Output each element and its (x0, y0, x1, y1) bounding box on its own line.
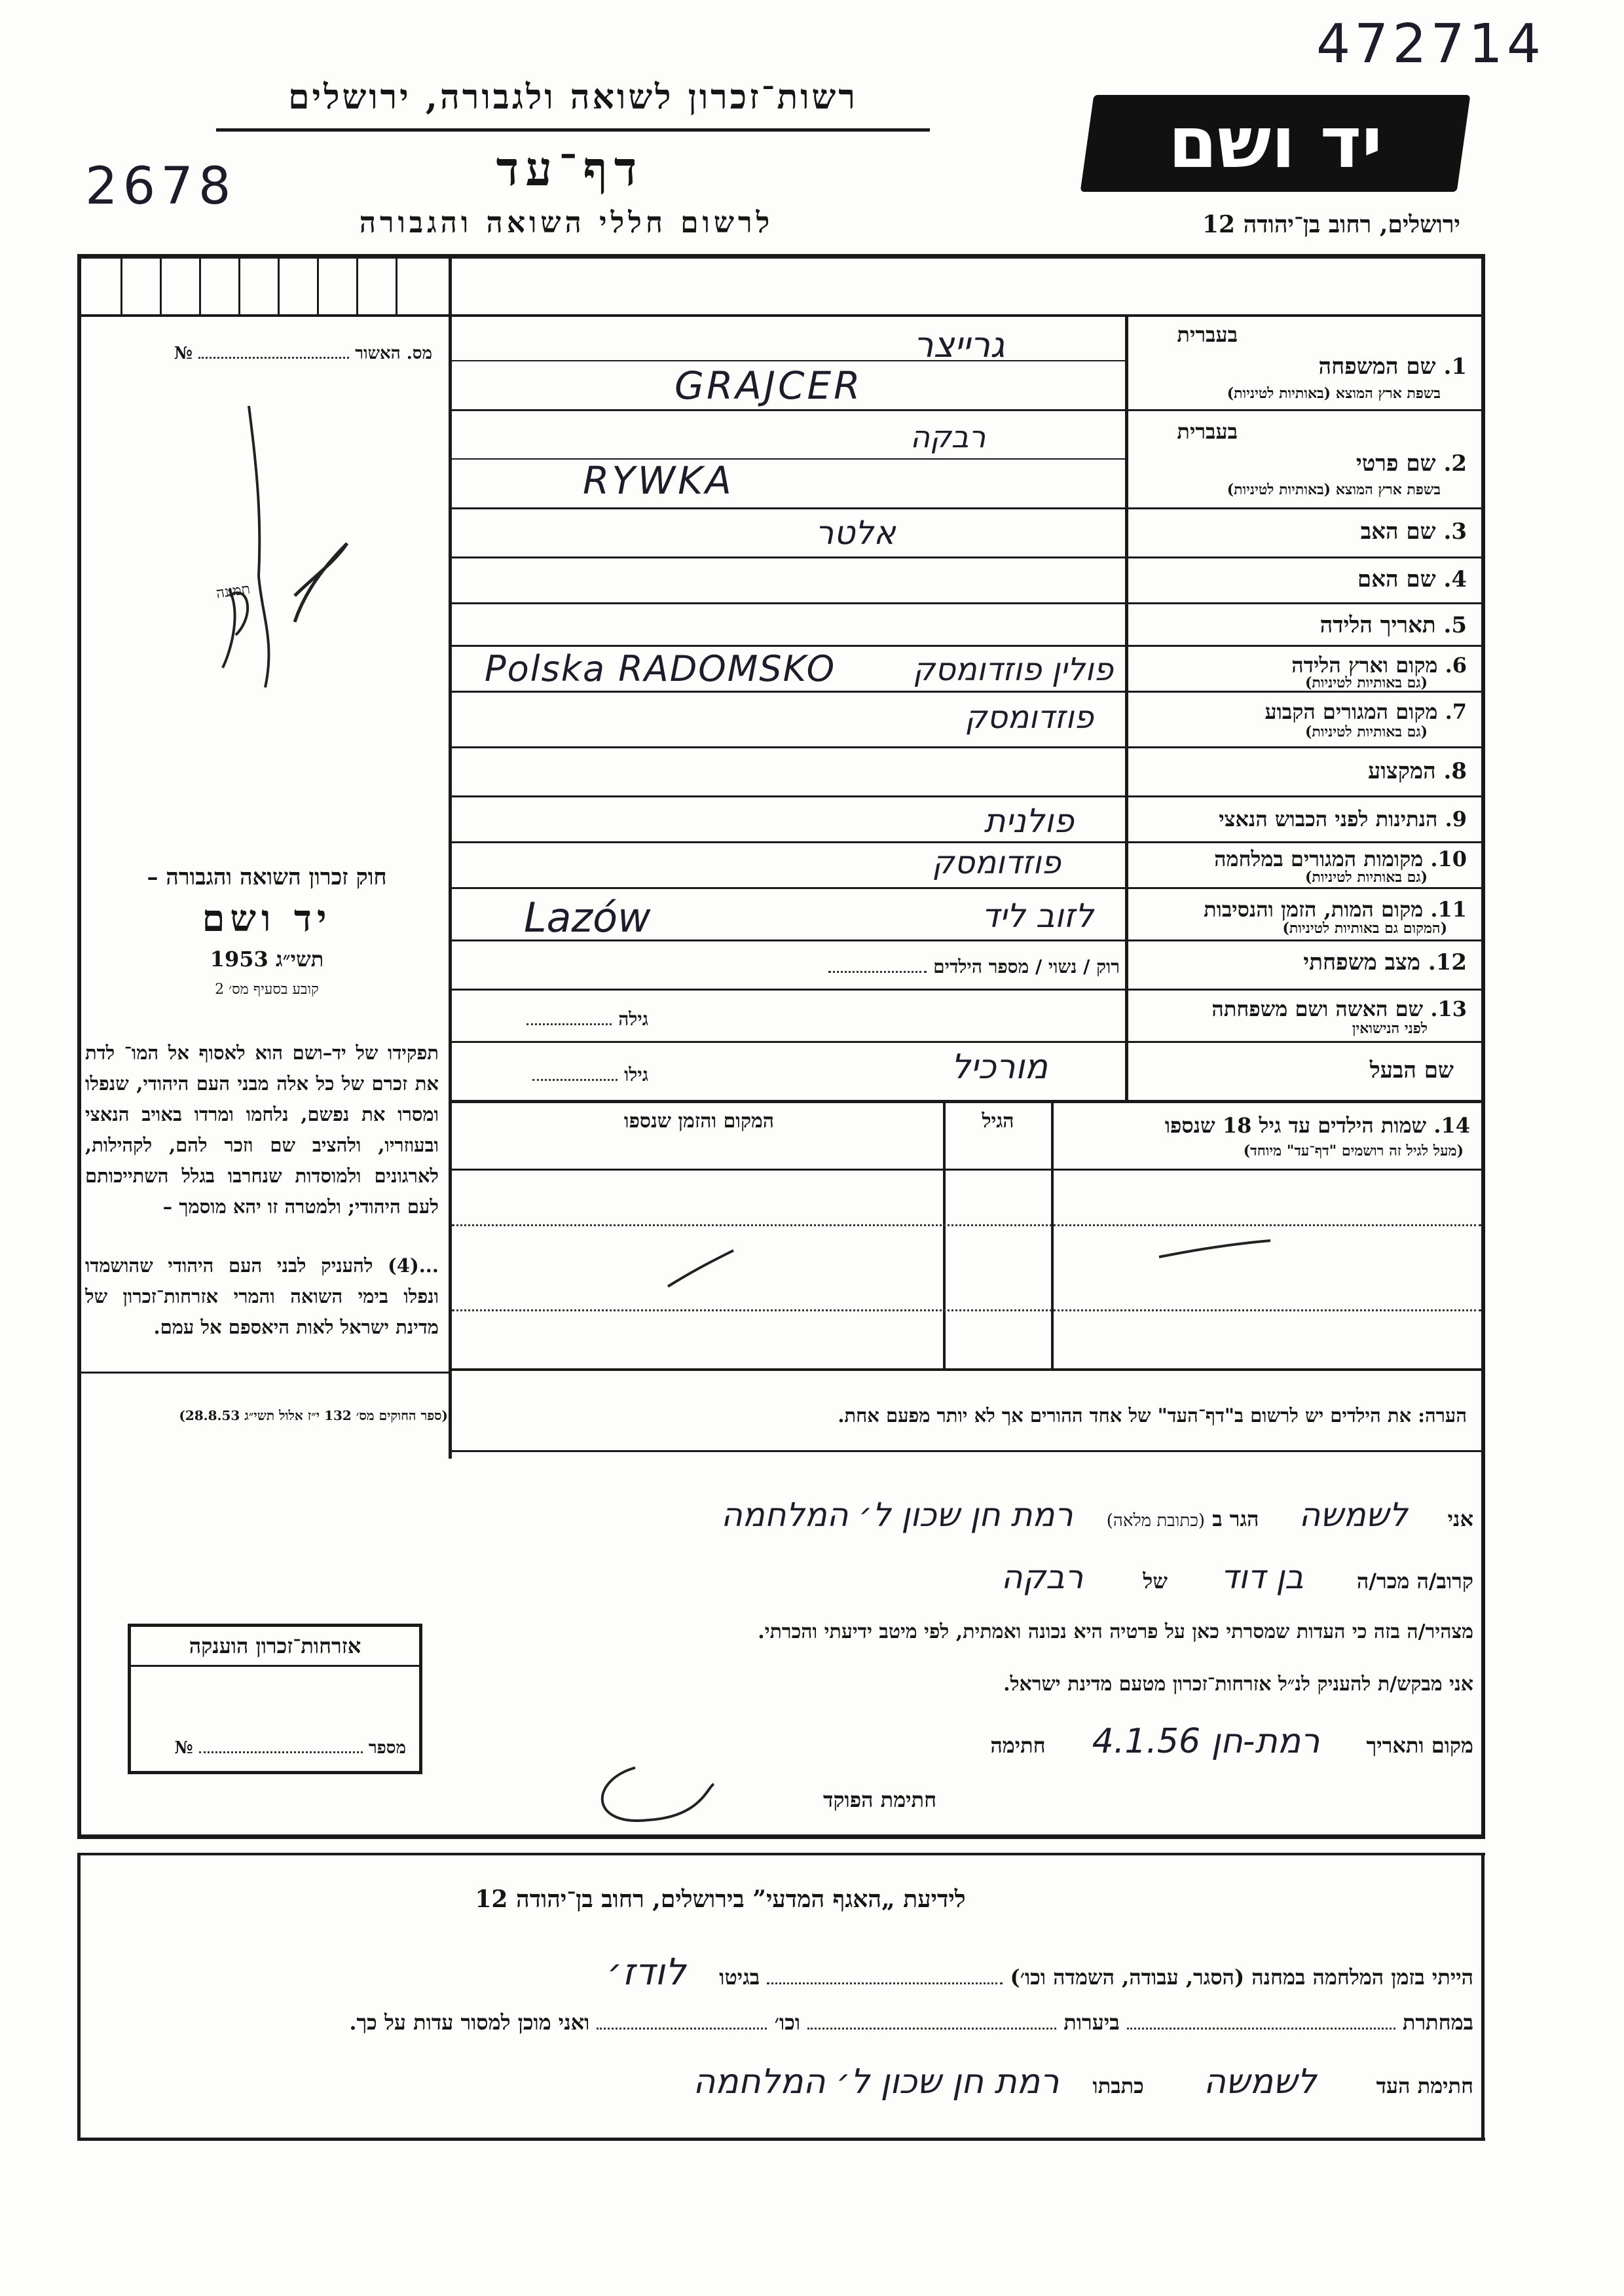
handwritten-ref (85, 157, 236, 216)
husband-label: שם הבעל (1369, 1057, 1454, 1084)
decl-ani-value: לשמשה (1299, 1496, 1408, 1534)
f11-label-text: מקום המות, הזמן והנסיבות (1204, 897, 1424, 922)
f3-label (1133, 519, 1467, 545)
bottom-line1-text: הייתי בזמן המלחמה במחנה (הסגר, עבודה, השמדה וכו׳) (1010, 1965, 1473, 1990)
address: ירושלים, רחוב בן־יהודה 12 (1202, 211, 1460, 238)
children-label (1058, 1113, 1470, 1138)
f1-sub: בשפת ארץ המוצא (באותיות לטיניות) (1227, 385, 1441, 402)
husband-age (485, 1064, 648, 1086)
officer-signature-mark (576, 1755, 773, 1840)
form-title: דף־עד (496, 141, 644, 196)
decl-officer-signature: חתימת הפוקד (823, 1787, 936, 1812)
law-name: יד ושם (202, 897, 332, 940)
handwritten-ref-number: 2678 (85, 157, 236, 216)
children-strike-marks (458, 1231, 1480, 1309)
f7-label (1133, 699, 1467, 724)
children-sub: (מעל לגיל זה רושמים "דף־עד" מיוחד) (1243, 1142, 1464, 1159)
photo-label: תמונה (215, 581, 251, 602)
f5-label (1133, 612, 1467, 638)
f6-sub: (גם באותיות לטיניות) (1304, 674, 1428, 691)
f9-num: 9. (1445, 807, 1467, 831)
f11-sub: (המקום גם באותיות לטיניות) (1282, 920, 1447, 937)
logo-text: יד ושם (1168, 102, 1383, 184)
f4-label (1133, 566, 1467, 592)
citizenship-box (128, 1624, 422, 1774)
f13-label-text: שם האשה ושם משפחתה (1211, 996, 1424, 1021)
bottom-forest: ביערות (1063, 2010, 1120, 2035)
law-clause: קובע בסעיף מס׳ 2 (215, 981, 319, 998)
bottom-witness-sig: חתימת העד (1376, 2073, 1473, 2098)
f13-num: 13. (1430, 996, 1467, 1021)
f12-label-text: מצב משפחתי (1303, 949, 1420, 975)
f8-num: 8. (1443, 758, 1467, 784)
law-title: חוק זכרון השואה והגבורה – (147, 864, 387, 890)
f11-num: 11. (1430, 897, 1467, 922)
f6-num: 6. (1445, 653, 1467, 678)
sidebar-gazette: (ספר החוקים מס׳ 132 י״ז אלול תשי״ג 28.8.53) (179, 1408, 448, 1423)
f1-value-he: גרייצר (913, 324, 1005, 365)
f7-value: פוזדומסק (965, 699, 1094, 736)
f2-label-text: שם פרטי (1356, 450, 1436, 477)
f5-label-text: תאריך הלידה (1320, 612, 1436, 638)
decl-line1 (452, 1496, 1473, 1534)
decl-shel-value: רבקה (1001, 1558, 1084, 1596)
husband-value: מורכיל (951, 1048, 1048, 1087)
f8-label (1133, 758, 1467, 784)
law-year: תשי״ג 1953 (210, 947, 324, 972)
f6-value-he: פולין פוזדומסק (912, 651, 1113, 688)
note: הערה: את הילדים יש לרשום ב"דף־העד" של אחד ההורים אך לא יותר מפעם אחת. (838, 1404, 1467, 1427)
bottom-title: לידיעת „האגף המדעי” בירושלים, רחוב בן־יהודה 12 (475, 1886, 966, 1913)
decl-statement: מצהיר/ה בזה כי העדות שמסרתי כאן על פרטיה היא נכונה ואמתית, לפי מיטב ידיעתי והכרתי. (758, 1620, 1473, 1643)
children-label-text: שמות הילדים עד גיל 18 שנספו (1164, 1113, 1427, 1138)
sidebar-text1: תפקידו של יד–ושם הוא לאסוף אל המו־ לדת את זכרם של כל אלה מבני העם היהודי, שנפלו ומסרו את נפשם, נלחמו ומרדו באויב הנאצי ובעוזריו, ולהציב שם וזכר להם, לקהילות, לארגונים ולמוסדות שנחרבו בגלל השתייכותם לעם היהודי; ולמטרה זו יהא מוסמך – (85, 1042, 439, 1218)
f2-hebrew-tag: בעברית (1177, 419, 1238, 444)
f10-num: 10. (1430, 847, 1467, 871)
approval-no-label: № (174, 344, 193, 363)
f12-num: 12. (1428, 949, 1467, 975)
f3-num: 3. (1443, 519, 1467, 545)
f10-label-text: מקומות המגורים במלחמה (1214, 847, 1424, 871)
f4-num: 4. (1443, 566, 1467, 592)
decl-addr-value: רמת חן שכון ל׳ המלחמה (721, 1496, 1073, 1534)
top-cells (81, 259, 445, 314)
f12-label (1133, 949, 1467, 975)
bottom-witness-sig-value: לשמשה (1203, 2062, 1317, 2102)
f6-value-latin: Polska RADOMSKO (485, 648, 836, 689)
bottom-line1 (85, 1951, 1473, 1994)
f4-label-text: שם האם (1357, 566, 1436, 592)
f13-age (485, 1008, 648, 1030)
children-num: 14. (1433, 1113, 1470, 1138)
f3-label-text: שם האב (1360, 519, 1436, 545)
decl-full-addr: (כתובת מלאה) (1106, 1511, 1206, 1531)
decl-place-date: מקום ותאריך (1366, 1733, 1473, 1758)
f11-label (1133, 897, 1467, 922)
f1-value-latin: GRAJCER (674, 363, 863, 408)
bottom-address-label: כתבתו (1092, 2073, 1144, 2098)
f13-age-label: גילה (618, 1008, 648, 1030)
f11-value-he: לזוב ליד (981, 897, 1094, 935)
f13-sub: לפני הנישואין (1352, 1020, 1428, 1037)
f10-sub: (גם באותיות לטיניות) (1304, 869, 1428, 886)
f1-num: 1. (1443, 354, 1467, 380)
f11-value-latin: Lazów (524, 894, 651, 941)
f2-label (1133, 450, 1467, 477)
decl-gar: הגר ב (1212, 1506, 1259, 1531)
citizenship-title: אזרחות־זכרון הוענקה (131, 1627, 419, 1667)
f1-hebrew-tag: בעברית (1177, 322, 1238, 347)
form-subtitle: לרשום חללי השואה והגבורה (359, 206, 774, 240)
approval-label: מס. האשור (355, 344, 432, 363)
f3-value: אלטר (815, 514, 896, 552)
f9-label (1133, 807, 1467, 831)
f7-sub: (גם באותיות לטיניות) (1304, 723, 1428, 740)
decl-request: אני מבקש/ת להעניק לנ״ל אזרחות־זכרון מטעם מדינת ישראל. (1003, 1673, 1473, 1696)
decl-relative: קרוב/ה מכר/ה (1356, 1569, 1473, 1594)
husband-age-label: גילו (624, 1064, 648, 1085)
bottom-ready: ואני מוכן למסור עדות על כך. (349, 2010, 590, 2035)
bottom-ghetto-value: לודז׳ (606, 1951, 686, 1994)
bottom-line2 (85, 2010, 1473, 2035)
decl-line2 (452, 1558, 1473, 1596)
f6-label-text: מקום וארץ הלידה (1291, 653, 1438, 678)
sidebar-law (85, 864, 449, 998)
children-age-header: הגיל (982, 1110, 1014, 1133)
f9-label-text: הנתינות לפני הכבוש הנאצי (1219, 807, 1438, 831)
decl-relative-value: בן דוד (1221, 1558, 1304, 1596)
f2-sub: בשפת ארץ המוצא (באותיות לטיניות) (1227, 481, 1441, 498)
decl-place-date-value: רמת-חן 4.1.56 (1092, 1722, 1320, 1761)
f9-value: פולנית (984, 802, 1074, 840)
f8-label-text: המקצוע (1367, 758, 1436, 784)
f13-label (1133, 996, 1467, 1021)
decl-shel: של (1143, 1569, 1168, 1594)
f7-num: 7. (1445, 699, 1467, 724)
org-name: רשות־זכרון לשואה ולגבורה, ירושלים (288, 77, 858, 117)
decl-ani: אני (1447, 1506, 1473, 1531)
bottom-hiding: במחתרת (1402, 2010, 1473, 2035)
f10-label (1133, 847, 1467, 871)
f2-value-latin: RYWKA (583, 458, 734, 503)
citizenship-number-label: מספר (368, 1738, 406, 1758)
children-place-header: המקום והזמן שנספו (623, 1110, 775, 1133)
bottom-etc: וכו׳ (774, 2010, 801, 2035)
bottom-address-value: רמת חן שכון ל׳ המלחמה (693, 2062, 1060, 2102)
f1-label (1133, 354, 1467, 380)
f2-value-he: רבקה (910, 419, 986, 454)
bottom-line3 (85, 2062, 1473, 2102)
decl-signature: חתימה (990, 1733, 1046, 1758)
f7-label-text: מקום המגורים הקבוע (1264, 699, 1438, 724)
bottom-ghetto-label: בגיטו (719, 1965, 760, 1990)
photo-area (98, 380, 426, 720)
citizenship-number: מספר № (174, 1738, 406, 1758)
f10-value: פוזדומסק (932, 845, 1061, 881)
approval-number (98, 344, 432, 363)
f12-options (694, 956, 1120, 978)
f2-num: 2. (1443, 450, 1467, 477)
archive-number: 472714 (1316, 13, 1545, 75)
f5-num: 5. (1443, 612, 1467, 638)
sidebar-text2: ...(4) להעניק לבני העם היהודי שהושמדו ונפלו בימי השואה והמרי אזרחות־זכרון של מדינת ישראל לאות היאספם אל עמם. (85, 1254, 439, 1338)
f1-label-text: שם המשפחה (1318, 354, 1436, 380)
f12-options-text: רוק / נשוי / מספר הילדים (933, 956, 1120, 977)
yad-vashem-logo (1080, 95, 1471, 192)
